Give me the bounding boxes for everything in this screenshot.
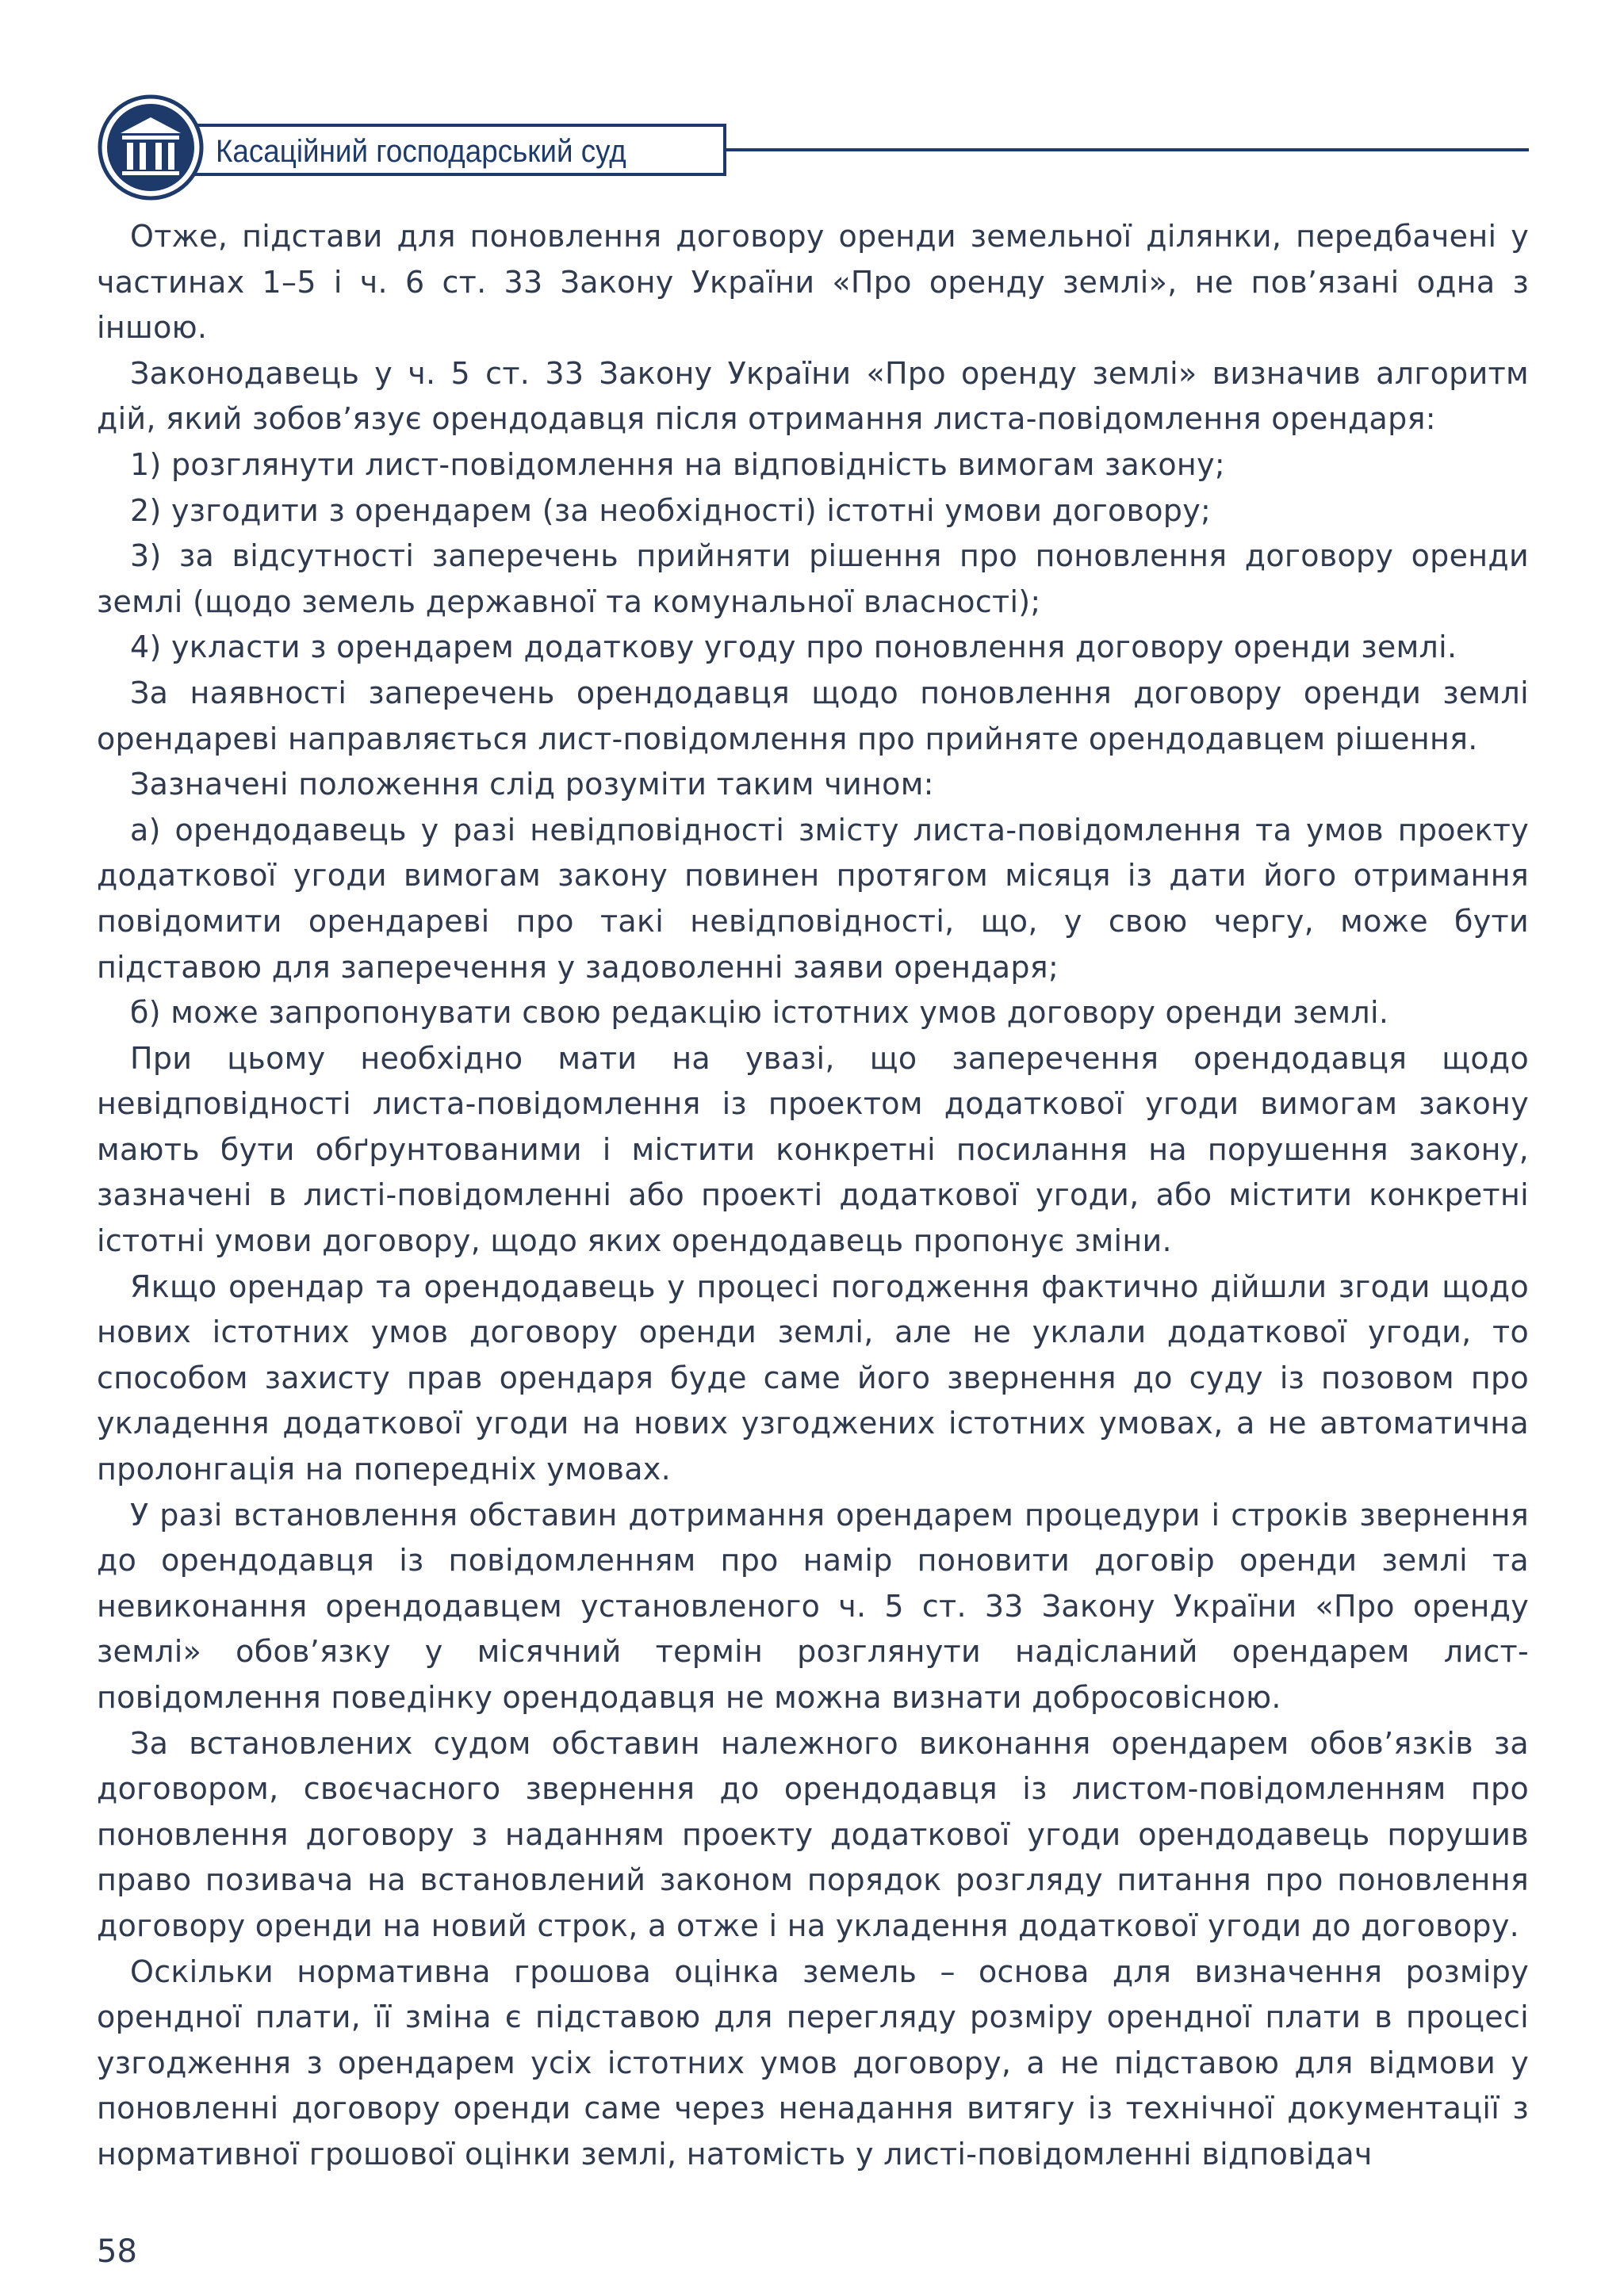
list-item: а) орендодавець у разі невідповідності змісту листа-повідомлення та умов проекту додаткової угоди вимогам закону повинен протягом місяця із дати його отримання повідомити орендареві про такі невідповідності, що, у свою чергу, може бути підставою для заперечення у задоволенні заяви орендаря; (97, 812, 1529, 985)
header-title-box (159, 124, 726, 176)
list-item: 4) укласти з орендарем додаткову угоду про поновлення договору оренди землі. (130, 629, 1457, 665)
paragraph: Законодавець у ч. 5 ст. 33 Закону України «Про оренду землі» визначив алгоритм дій, який зобов’язує орендодавця після отримання листа-повідомлення орендаря: (97, 355, 1529, 437)
page-header (0, 0, 1624, 206)
paragraph: Зазначені положення слід розуміти таким чином: (130, 767, 934, 802)
paragraph: За наявності заперечень орендодавця щодо поновлення договору оренди землі орендареві направляється лист-повідомлення про прийняте орендодавцем рішення. (97, 675, 1529, 756)
court-title: Касаційний господарський суд (216, 134, 626, 169)
courthouse-columns-icon (97, 94, 205, 201)
paragraph: При цьому необхідно мати на увазі, що заперечення орендодавця щодо невідповідності листа-повідомлення із проектом додаткової угоди вимогам закону мають бути обґрунтованими і містити конкретні посилання на порушення закону, зазначені в листі-повідомленні або проекті додаткової угоди, або містити конкретні істотні умови договору, щодо яких орендодавець пропонує зміни. (97, 1040, 1529, 1259)
list-item: 3) за відсутності заперечень прийняти рішення про поновлення договору оренди землі (щодо земель державної та комунальної власності); (97, 538, 1529, 619)
paragraph: Оскільки нормативна грошова оцінка земель – основа для визначення розміру орендної плати, її зміна є підставою для перегляду розміру орендної плати в процесі узгодження з орендарем усіх істотних умов договору, а не підставою для відмови у поновленні договору оренди саме через ненадання витягу із технічної документації з нормативної грошової оцінки землі, натомість у листі-повідомленні відповідач (97, 1954, 1529, 2172)
list-item: 2) узгодити з орендарем (за необхідності) істотні умови договору; (130, 492, 1212, 528)
paragraph: Якщо орендар та орендодавець у процесі погодження фактично дійшли згоди щодо нових істотних умов договору оренди землі, але не уклали додаткової угоди, то способом захисту прав орендаря буде саме його звернення до суду із позовом про укладення додаткової угоди на нових узгоджених істотних умовах, а не автоматична пролонгація на попередніх умовах. (97, 1269, 1529, 1487)
page-number: 58 (97, 2233, 137, 2270)
list-item: 1) розглянути лист-повідомлення на відповідність вимогам закону; (130, 446, 1225, 482)
list-item: б) може запропонувати свою редакцію істотних умов договору оренди землі. (130, 995, 1389, 1031)
paragraph: Отже, підстави для поновлення договору оренди земельної ділянки, передбачені у частинах 1–5 і ч. 6 ст. 33 Закону України «Про оренду землі», не пов’язані одна з іншою. (97, 219, 1529, 346)
header-rule (726, 148, 1529, 151)
document-body (97, 214, 1529, 2178)
paragraph: У разі встановлення обставин дотримання орендарем процедури і строків звернення до орендодавця із повідомленням про намір поновити договір оренди землі та невиконання орендодавцем установленого ч. 5 ст. 33 Закону України «Про оренду землі» обов’язку у місячний термін розглянути надісланий орендарем лист-повідомлення поведінку орендодавця не можна визнати добросовісною. (97, 1497, 1529, 1715)
paragraph: За встановлених судом обставин належного виконання орендарем обов’язків за договором, своєчасного звернення до орендодавця із листом-повідомленням про поновлення договору з наданням проекту додаткової угоди орендодавець порушив право позивача на встановлений законом порядок розгляду питання про поновлення договору оренди на новий строк, а отже і на укладення додаткової угоди до договору. (97, 1725, 1529, 1943)
